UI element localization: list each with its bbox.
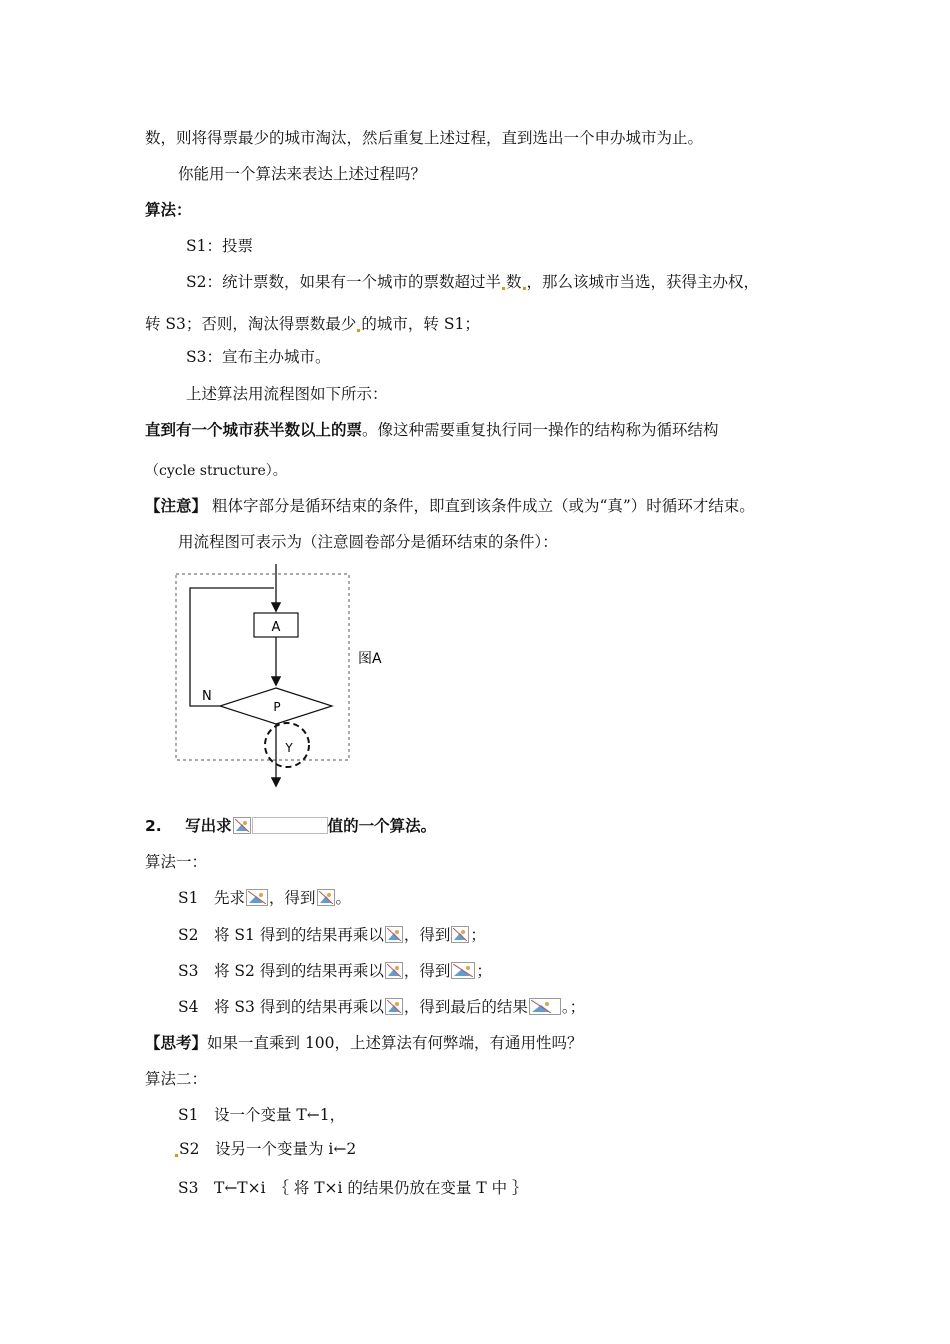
question-2 [145, 816, 436, 836]
accent-dot [175, 1154, 178, 1157]
formula-blank [252, 817, 328, 834]
formula-image-icon [529, 998, 561, 1015]
step-s1: S1：投票 [186, 237, 253, 255]
formula-image-icon [246, 889, 268, 906]
accent-dot [502, 287, 505, 290]
step-s2-text-a: S2：统计票数，如果有一个城市的票数超过半 [186, 273, 501, 291]
alg1-s2-text-b: ，得到 [403, 926, 451, 944]
alg1-s1-text-b: ，得到 [268, 889, 316, 907]
formula-image-icon [451, 962, 475, 979]
alg1-s2-text-a: S2 将 S1 得到的结果再乘以 [178, 926, 384, 944]
formula-image-icon [451, 926, 469, 943]
formula-image-icon [385, 962, 403, 979]
paragraph-question: 你能用一个算法来表达上述过程吗？ [178, 165, 427, 183]
note-label: 【注意】 [145, 497, 208, 515]
alg1-s3-text-b: ，得到 [403, 962, 451, 980]
formula-image-icon [385, 998, 403, 1015]
accent-dot [357, 329, 360, 332]
alg1-s4-text-c: 。； [561, 998, 586, 1016]
no-label: N [202, 689, 212, 704]
paragraph-line: 数，则将得票最少的城市淘汰，然后重复上述过程，直到选出一个申办城市为止。 [145, 129, 704, 147]
note-text: 粗体字部分是循环结束的条件，即直到该条件成立（或为“真”）时循环才结束。 [207, 497, 755, 515]
alg1-s3-text-c: ； [476, 962, 492, 980]
step-s3: S3：宣布主办城市。 [186, 348, 331, 366]
dashed-frame [176, 574, 349, 760]
alg2-step-s3: S3 T←T×i ｛ 将 T×i 的结果仍放在变量 T 中 ｝ [178, 1179, 528, 1197]
step-s2-continuation [145, 314, 480, 334]
think-line [145, 1033, 583, 1053]
process-box-label: A [271, 620, 281, 635]
note-line [145, 496, 755, 516]
step-s2-text-b: 数 [505, 273, 522, 291]
figure-caption: 图A [358, 651, 382, 667]
alg2-step-s1: S1 设一个变量 T←1， [178, 1106, 346, 1124]
alg1-s3-text-a: S3 将 S2 得到的结果再乘以 [178, 962, 384, 980]
formula-image-icon [233, 817, 251, 834]
alg1-s2-text-c: ； [470, 926, 486, 944]
algorithm-heading: 算法： [145, 201, 192, 219]
alg1-step-s1 [178, 888, 351, 908]
decision-label: P [273, 700, 281, 714]
step-s2-text-c: ，那么该城市当选，获得主办权， [526, 273, 760, 291]
algorithm-one-heading: 算法一： [145, 853, 208, 871]
accent-dot [523, 287, 526, 290]
alg1-step-s2 [178, 925, 486, 945]
flow-intro: 上述算法用流程图如下所示： [186, 385, 388, 403]
alg1-step-s3 [178, 961, 492, 981]
alg1-step-s4 [178, 997, 585, 1017]
think-label: 【思考】 [145, 1034, 208, 1052]
loop-definition [145, 420, 719, 440]
loop-condition-bold: 直到有一个城市获半数以上的票 [145, 421, 363, 439]
question-number: 2. [145, 817, 162, 835]
alg2-s2-text: S2 设另一个变量为 i←2 [179, 1140, 357, 1158]
step-s2-cont-b: 的城市，转 S1； [361, 315, 480, 333]
alg1-s4-text-b: ，得到最后的结果 [403, 998, 528, 1016]
question-text-a: 写出求 [185, 817, 232, 835]
formula-image-icon [317, 889, 335, 906]
algorithm-two-heading: 算法二： [145, 1070, 208, 1088]
alg1-s4-text-a: S4 将 S3 得到的结果再乘以 [178, 998, 384, 1016]
alg1-s1-text-a: S1 先求 [178, 889, 245, 907]
question-text-b: 值的一个算法。 [327, 817, 437, 835]
flow-description: 用流程图可表示为（注意圆卷部分是循环结束的条件）： [178, 533, 558, 551]
alg2-step-s2 [178, 1139, 356, 1159]
step-s2 [186, 272, 759, 292]
loop-definition-rest: 。像这种需要重复执行同一操作的结构称为循环结构 [362, 421, 719, 439]
formula-image-icon [385, 926, 403, 943]
alg1-s1-text-c: 。 [335, 889, 352, 907]
loop-flowchart-diagram [170, 562, 430, 792]
cycle-structure: （cycle structure）。 [145, 463, 287, 479]
yes-label: Y [285, 741, 293, 755]
think-text: 如果一直乘到 100，上述算法有何弊端，有通用性吗？ [207, 1034, 583, 1052]
step-s2-cont-a: 转 S3；否则，淘汰得票数最少 [145, 315, 357, 333]
